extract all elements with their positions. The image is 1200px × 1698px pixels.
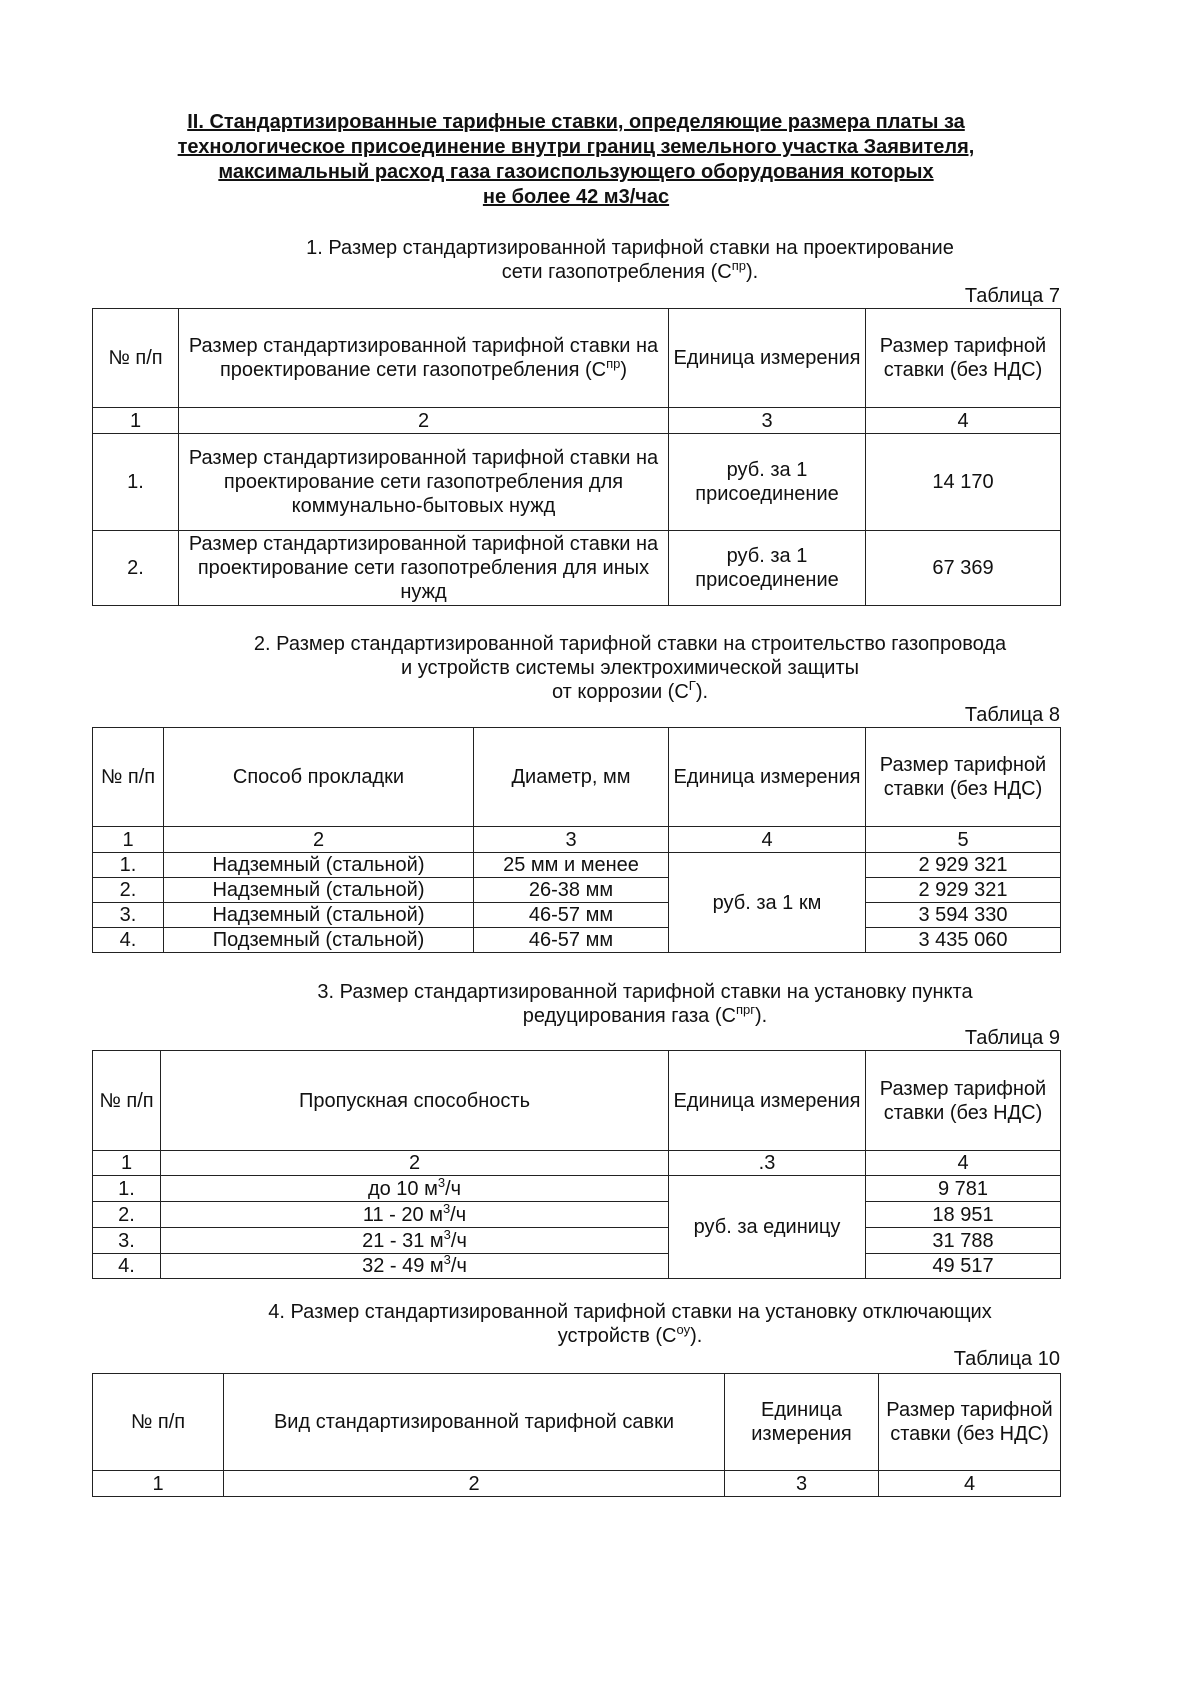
heading-line: 4. Размер стандартизированной тарифной ставки на установку отключающих: [268, 1301, 992, 1323]
table-row: [93, 903, 1061, 928]
header-cell: Диаметр, мм: [474, 728, 669, 827]
table-header: [93, 1051, 1061, 1151]
subsection-2-heading: [200, 632, 1060, 704]
header-cell: № п/п: [93, 728, 164, 827]
cell: Надземный (стальной): [164, 853, 474, 878]
table-row: [93, 878, 1061, 903]
table-header: [93, 728, 1061, 827]
cell: Размер стандартизированной тарифной ставки на проектирование сети газопотребления для иных нужд: [179, 531, 669, 606]
unit-cell: руб. за единицу: [669, 1176, 866, 1279]
cell: 3: [474, 827, 669, 853]
cell: 9 781: [866, 1176, 1061, 1202]
cell: 26-38 мм: [474, 878, 669, 903]
subsection-3-heading: [250, 980, 1040, 1028]
cell: 3 435 060: [866, 928, 1061, 953]
cell: 3.: [93, 903, 164, 928]
cell: 4: [866, 408, 1061, 434]
table-caption: Таблица 9: [964, 1027, 1060, 1049]
cell: 1.: [93, 434, 179, 531]
header-cell: Размер тарифной ставки (без НДС): [879, 1374, 1061, 1471]
cell: 2.: [93, 878, 164, 903]
title-line: максимальный расход газа газоиспользующего оборудования которых: [218, 161, 934, 183]
column-numbers: [93, 1471, 1061, 1497]
cell: 5: [866, 827, 1061, 853]
header-cell: Пропускная способность: [161, 1051, 669, 1151]
heading-line: сети газопотребления $(С^{пр})$.: [501, 258, 759, 283]
table-row: [93, 1202, 1061, 1228]
cell: 2.: [93, 531, 179, 606]
header-cell: Единица измерения: [725, 1374, 879, 1471]
header-cell: № п/п: [93, 1051, 161, 1151]
title-line: II. Стандартизированные тарифные ставки, определяющие размера платы за: [187, 111, 965, 133]
table-caption: Таблица 8: [964, 704, 1060, 726]
cell: 1: [93, 1151, 161, 1176]
cell: до 10 $м^3/ч$: [161, 1176, 669, 1202]
cell: 2 929 321: [866, 853, 1061, 878]
cell: 1.: [93, 1176, 161, 1202]
table-header: [93, 309, 1061, 408]
cell: .3: [669, 1151, 866, 1176]
heading-line: и устройств системы электрохимической защиты: [401, 657, 859, 679]
cell: руб. за 1 присоединение: [669, 531, 866, 606]
header-cell: Вид стандартизированной тарифной савки: [224, 1374, 725, 1471]
cell: 2: [164, 827, 474, 853]
table-row: [93, 1254, 1061, 1279]
header-cell: Единица измерения: [669, 1051, 866, 1151]
cell: 1.: [93, 853, 164, 878]
cell: 46-57 мм: [474, 903, 669, 928]
cell: 1: [93, 408, 179, 434]
header-cell: № п/п: [93, 1374, 224, 1471]
cell: 32 - 49 $м^3/ч$: [161, 1254, 669, 1279]
header-cell: Размер тарифной ставки (без НДС): [866, 728, 1061, 827]
cell: 2.: [93, 1202, 161, 1228]
cell: Надземный (стальной): [164, 878, 474, 903]
cell: 25 мм и менее: [474, 853, 669, 878]
table-caption: Таблица 10: [953, 1348, 1060, 1370]
subsection-4-heading: [215, 1300, 1045, 1348]
column-numbers: [93, 1151, 1061, 1176]
cell: 3: [669, 408, 866, 434]
heading-line: устройств $(С^{оу})$.: [557, 1322, 703, 1347]
cell: 18 951: [866, 1202, 1061, 1228]
cell: 11 - 20 $м^3/ч$: [161, 1202, 669, 1228]
cell: 4.: [93, 928, 164, 953]
header-cell: Единица измерения: [669, 309, 866, 408]
column-numbers: [93, 827, 1061, 853]
cell: 1: [93, 827, 164, 853]
heading-line: 3. Размер стандартизированной тарифной ставки на установку пункта: [317, 981, 973, 1003]
header-cell: Размер тарифной ставки (без НДС): [866, 309, 1061, 408]
cell: 3.: [93, 1228, 161, 1254]
table-8: [92, 727, 1061, 953]
column-numbers: [93, 408, 1061, 434]
table-7: [92, 308, 1061, 606]
heading-line: 1. Размер стандартизированной тарифной ставки на проектирование: [306, 237, 954, 259]
cell: 1: [93, 1471, 224, 1497]
title-line: не более 42 м3/час: [482, 186, 670, 208]
cell: Подземный (стальной): [164, 928, 474, 953]
cell: 49 517: [866, 1254, 1061, 1279]
cell: 4: [879, 1471, 1061, 1497]
heading-line: от коррозии $(С^Г)$.: [551, 678, 709, 703]
cell: 4.: [93, 1254, 161, 1279]
cell: руб. за 1 присоединение: [669, 434, 866, 531]
cell: 2: [161, 1151, 669, 1176]
header-cell: Способ прокладки: [164, 728, 474, 827]
cell: 14 170: [866, 434, 1061, 531]
table-row: [93, 1176, 1061, 1202]
table-caption: Таблица 7: [964, 285, 1060, 307]
section-title: [92, 110, 1060, 210]
table-9: [92, 1050, 1061, 1279]
cell: Надземный (стальной): [164, 903, 474, 928]
header-cell: Единица измерения: [669, 728, 866, 827]
header-cell: Размер тарифной ставки (без НДС): [866, 1051, 1061, 1151]
cell: 4: [866, 1151, 1061, 1176]
table-10: [92, 1373, 1061, 1497]
heading-line: редуцирования газа $(С^{прг})$.: [522, 1002, 768, 1027]
cell: 67 369: [866, 531, 1061, 606]
cell: 31 788: [866, 1228, 1061, 1254]
table-row: [93, 1228, 1061, 1254]
unit-cell: руб. за 1 км: [669, 853, 866, 953]
cell: 21 - 31 $м^3/ч$: [161, 1228, 669, 1254]
cell: 3: [725, 1471, 879, 1497]
subsection-1-heading: [250, 236, 1010, 284]
table-header: [93, 1374, 1061, 1471]
cell: 4: [669, 827, 866, 853]
cell: 46-57 мм: [474, 928, 669, 953]
table-row: [93, 928, 1061, 953]
cell: Размер стандартизированной тарифной ставки на проектирование сети газопотребления для коммунально-бытовых нужд: [179, 434, 669, 531]
cell: 2: [224, 1471, 725, 1497]
cell: 3 594 330: [866, 903, 1061, 928]
table-row: [93, 853, 1061, 878]
heading-line: 2. Размер стандартизированной тарифной ставки на строительство газопровода: [253, 633, 1007, 655]
header-cell: Размер стандартизированной тарифной ставки на проектирование сети газопотребления $(С^{пр})$: [179, 309, 669, 408]
cell: 2: [179, 408, 669, 434]
table-row: [93, 434, 1061, 531]
cell: 2 929 321: [866, 878, 1061, 903]
table-row: [93, 531, 1061, 606]
header-cell: № п/п: [93, 309, 179, 408]
title-line: технологическое присоединение внутри границ земельного участка Заявителя,: [177, 136, 975, 158]
